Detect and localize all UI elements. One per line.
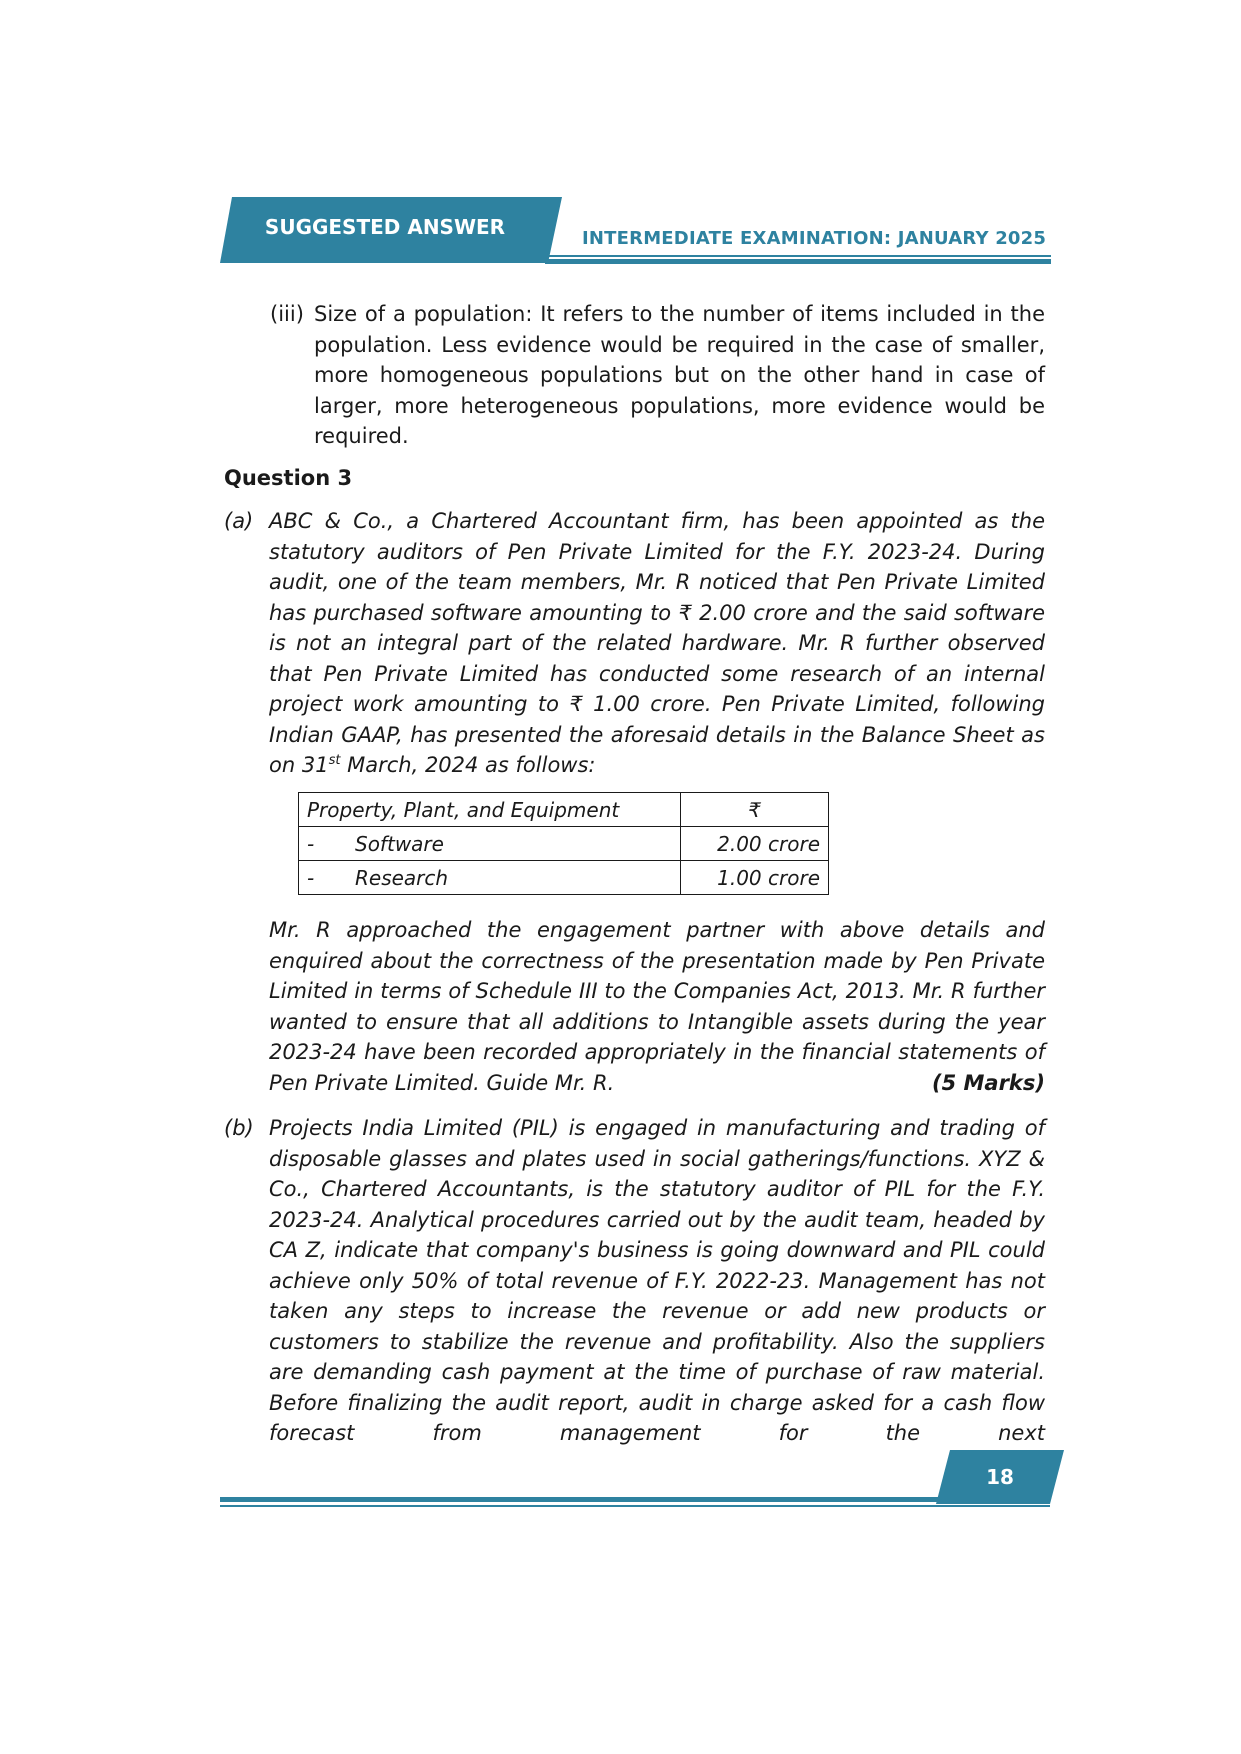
part-b-text: Projects India Limited (PIL) is engaged in manufacturing and trading of disposable glasses and plates used in social gatherings/functions. XYZ & Co., Chartered Accountants, is the statutory auditor of PIL for the F.Y. 2023-24. Analytical procedures carried out by the audit team, headed by CA Z, indicate that company's business is going downward and PIL could achieve only 50% of total revenue of F.Y. 2022-23. Management has not taken any steps to increase the revenue or add new products or customers to stabilize the revenue and profitability. Also the suppliers are demanding cash payment at the time of purchase of raw material. Before finalizing the audit report, audit in charge asked for a cash flow forecast from management for the next	[269, 1116, 1045, 1445]
part-b-marker: (b)	[224, 1116, 254, 1140]
header-tab-label: SUGGESTED ANSWER	[264, 215, 506, 239]
table-header-row	[299, 793, 829, 827]
row-item: Software	[355, 831, 444, 856]
balance-sheet-table	[298, 792, 829, 895]
header-rule-thin	[545, 255, 1051, 257]
point-iii-text: Size of a population: It refers to the number of items included in the population. Less evidence would be required in the case of smaller, more homogeneous populations but on the other hand in case of larger, more heterogeneous populations, more evidence would be required.	[314, 302, 1045, 448]
table-header-label: Property, Plant, and Equipment	[299, 793, 681, 827]
footer-rule-thick	[220, 1497, 958, 1502]
row-amount: 2.00 crore	[681, 827, 829, 861]
part-a-marker: (a)	[224, 509, 254, 533]
row-dash: -	[307, 831, 315, 856]
point-iii-marker: (iii)	[270, 302, 304, 326]
page-number: 18	[986, 1465, 1014, 1489]
row-dash: -	[307, 865, 315, 890]
header-rule-thick	[545, 259, 1051, 264]
question-heading: Question 3	[224, 466, 353, 490]
footer-rule-thin	[220, 1505, 1050, 1507]
part-a-intro: ABC & Co., a Chartered Accountant firm, has been appointed as the statutory auditors of Pen Private Limited for the F.Y. 2023-24. During audit, one of the team members, Mr. R noticed that Pen Private Limited has purchased software amounting to ₹ 2.00 crore and the said software is not an integral part of the related hardware. Mr. R further observed that Pen Private Limited has conducted some research of an internal project work amounting to ₹ 1.00 crore. Pen Private Limited, following Indian GAAP, has presented the aforesaid details in the Balance Sheet as on 31st March, 2024 as follows:	[269, 509, 1045, 777]
row-item: Research	[355, 865, 449, 890]
row-amount: 1.00 crore	[681, 861, 829, 895]
table-header-unit: ₹	[681, 793, 829, 827]
ordinal-suffix: st	[328, 753, 341, 768]
marks-label: (5 Marks)	[931, 1070, 1045, 1095]
table-row	[299, 861, 829, 895]
table-row	[299, 827, 829, 861]
part-a-follow-up: Mr. R approached the engagement partner with above details and enquired about the correctness of the presentation made by Pen Private Limited in terms of Schedule III to the Companies Act, 2013. Mr. R further wanted to ensure that all additions to Intangible assets during the year 2023-24 have been recorded appropriately in the financial statements of Pen Private Limited. Guide Mr. R. (5 Marks)	[269, 915, 1045, 1098]
header-title: INTERMEDIATE EXAMINATION: JANUARY 2025	[582, 228, 1047, 249]
